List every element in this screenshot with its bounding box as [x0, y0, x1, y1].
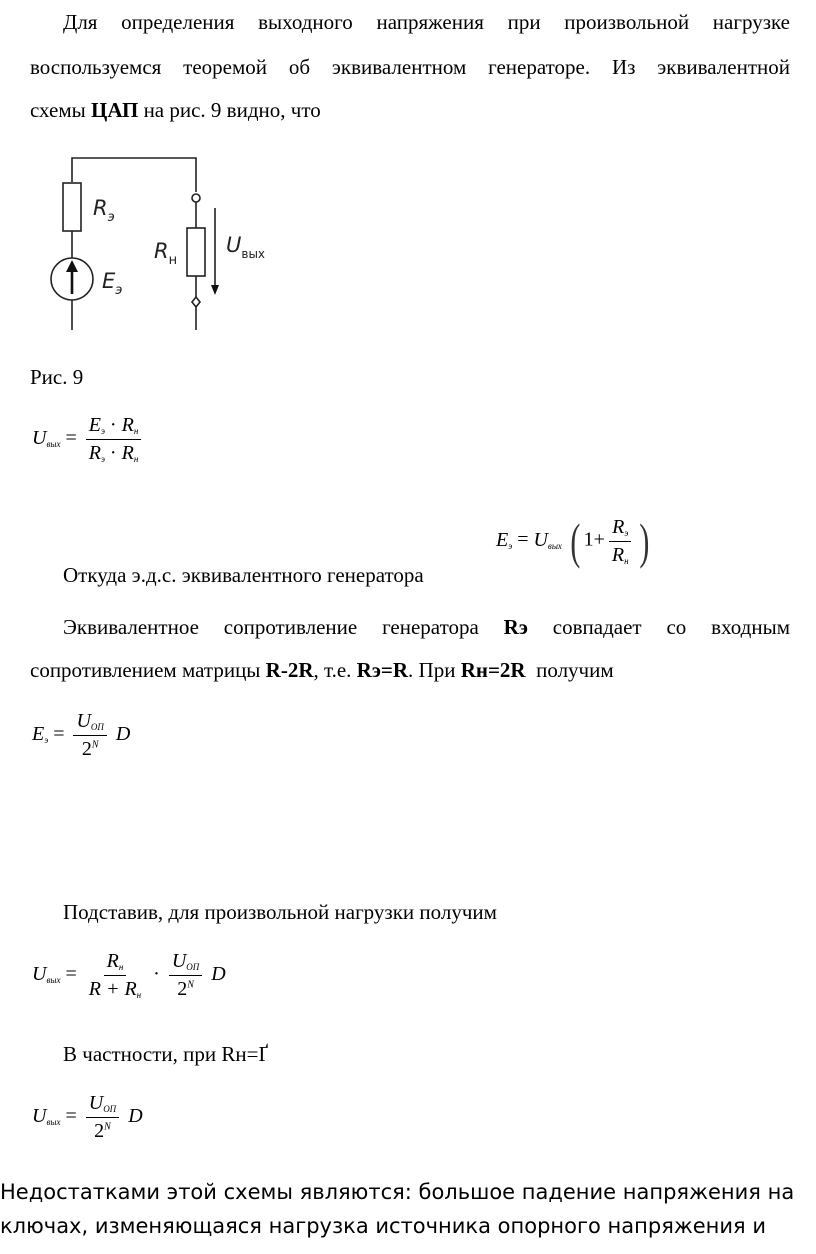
paragraph-line: Подставив, для произвольной нагрузки получим	[63, 900, 497, 924]
paragraph-line: сопротивлением матрицы R-2R, т.е. Rэ=R. При Rн=2R получим	[30, 658, 614, 682]
equals-sign: =	[65, 427, 77, 450]
bold-term: ЦАП	[91, 98, 139, 122]
svg-text:Uвых	[226, 233, 265, 261]
formula-ee: $E_э = U_{вых}$ ( 1+ $\frac{R_э}{R_н}$ )	[496, 513, 649, 569]
paragraph-line: воспользуемся теоремой об эквивалентном генераторе. Из эквивалентной	[30, 55, 790, 79]
label-rn: R	[154, 239, 169, 263]
fraction: $\frac{U_{ОП}}{2^N}$	[86, 1092, 119, 1143]
fraction: $\frac{E_э \cdot R_н}{R_э \cdot R_н}$	[86, 414, 142, 465]
label-ee: E	[102, 269, 116, 293]
resistor-rn	[187, 228, 205, 276]
resistor-re	[63, 183, 81, 231]
fraction: $\frac{U_{ОП}}{2^N}$	[169, 950, 202, 1001]
paragraph-line: В частности, при Rн=Ґ	[63, 1042, 268, 1066]
paragraph-line	[30, 98, 321, 123]
paragraph-line: Откуда э.д.с. эквивалентного генератора	[63, 563, 424, 587]
formula-uout-general: $U_{вых}$ = $\frac{R_н}{R + R_н}$ · $\frac{U_{ОП}}{2^N}$ D	[32, 950, 226, 1000]
svg-text:Rэ	[93, 196, 115, 225]
formula-lhs: E	[496, 528, 509, 551]
arrow-down-icon	[211, 285, 219, 295]
paragraph-line: ключах, изменяющаяся нагрузка источника опорного напряжения и	[0, 1214, 767, 1238]
fraction: $\frac{U_{ОП}}{2^N}$	[73, 710, 106, 761]
equals-sign: =	[517, 528, 529, 551]
svg-text:Rн	[154, 239, 177, 268]
svg-text:Eэ	[102, 269, 122, 298]
terminal	[192, 297, 200, 307]
terminal	[192, 194, 200, 202]
circuit-diagram	[30, 150, 290, 340]
fraction: $\frac{R_н}{R + R_н}$	[88, 950, 142, 1000]
label-ee-sub: э	[115, 283, 123, 298]
formula-uout	[32, 414, 145, 465]
formula-lhs: $U_{вых}$	[32, 427, 61, 450]
fraction: $\frac{R_э}{R_н}$	[609, 516, 632, 567]
text-fragment: схемы	[30, 98, 91, 122]
figure-caption: Рис. 9	[30, 365, 84, 389]
label-rn-sub: н	[168, 253, 178, 268]
paragraph-line: Недостатками этой схемы являются: большое падение напряжения на	[0, 1180, 795, 1204]
label-uout: U	[226, 233, 242, 257]
formula-uout-infinite: $U_{вых}$ = $\frac{U_{ОП}}{2^N}$ D	[32, 1092, 143, 1142]
text-fragment: на рис. 9 видно, что	[138, 98, 321, 122]
label-uout-sub: вых	[241, 247, 266, 261]
formula-ee-d: $E_э$ = $\frac{U_{ОП}}{2^N}$ D	[32, 710, 131, 760]
label-re: R	[93, 196, 108, 220]
top-wire	[72, 158, 196, 192]
label-re-sub: э	[107, 210, 115, 225]
paragraph-line: Эквивалентное сопротивление генератора Rэ совпадает со входным	[63, 615, 790, 639]
paragraph-line: Для определения выходного напряжения при произвольной нагрузке	[63, 10, 790, 34]
